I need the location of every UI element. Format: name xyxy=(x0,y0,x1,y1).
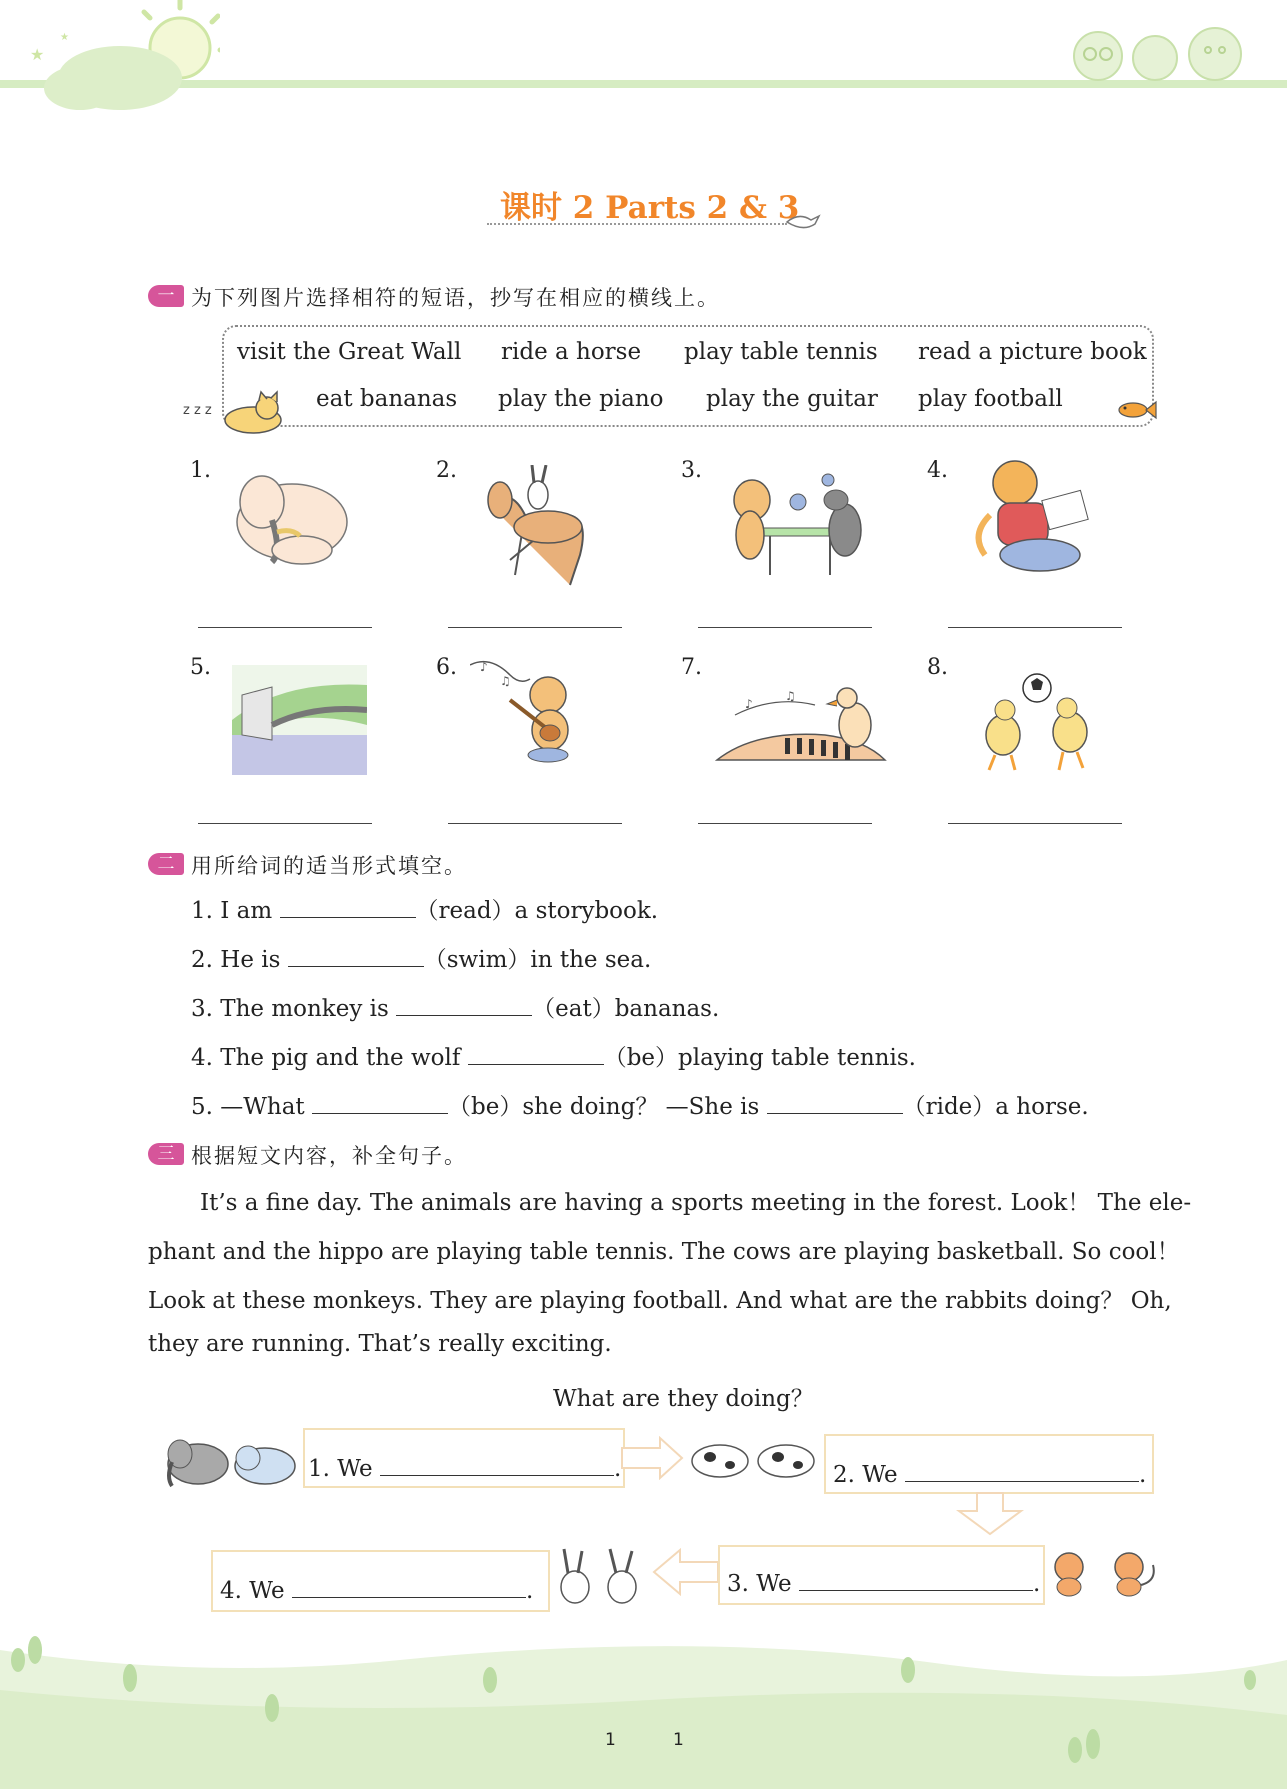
animals-table-tennis-icon xyxy=(720,460,880,585)
elephant-eating-icon xyxy=(222,462,367,577)
duck-piano-icon xyxy=(715,680,895,765)
phrase-option: visit the Great Wall xyxy=(237,339,462,365)
rabbit-riding-horse-icon xyxy=(470,465,605,590)
answer-sentence-4: 4. We . xyxy=(220,1578,534,1604)
question-text: 4. The pig and the wolf xyxy=(191,1045,468,1071)
svg-text:♪: ♪ xyxy=(745,697,753,711)
answer-sentence-2: 2. We . xyxy=(833,1462,1147,1488)
phrase-option: play the guitar xyxy=(706,386,878,412)
svg-text:♪: ♪ xyxy=(480,660,488,674)
title-underline xyxy=(487,223,787,225)
answer-line[interactable] xyxy=(448,627,622,628)
question-text: （be）she doing？ —She is xyxy=(447,1094,767,1120)
rabbits-icon xyxy=(550,1545,650,1611)
blank-input[interactable] xyxy=(288,946,424,967)
question-text: （be）playing table tennis. xyxy=(603,1045,916,1071)
passage-line: phant and the hippo are playing table tennis. The cows are playing basketball. So cool！ xyxy=(148,1239,1180,1265)
answer-line[interactable] xyxy=(198,823,372,824)
phrase-option: read a picture book xyxy=(918,339,1147,365)
section-badge-2: 二 xyxy=(148,853,184,875)
question-text: 5. —What xyxy=(191,1094,312,1120)
elephant-hippo-icon xyxy=(160,1432,300,1490)
blank-input[interactable] xyxy=(292,1577,526,1598)
blank-input[interactable] xyxy=(380,1455,614,1476)
item-number: 8. xyxy=(927,655,948,680)
svg-text:★: ★ xyxy=(60,32,69,43)
passage-line: Look at these monkeys. They are playing football. And what are the rabbits doing？ Oh, xyxy=(148,1288,1172,1314)
fill-in-question-4 xyxy=(191,1039,916,1072)
answer-prefix: 4. We xyxy=(220,1578,285,1604)
footer-hills-decoration xyxy=(0,1620,1287,1789)
sleeping-cat-icon xyxy=(183,388,288,436)
answer-line[interactable] xyxy=(948,627,1122,628)
page-number: 1 xyxy=(673,1730,684,1750)
svg-text:♫: ♫ xyxy=(500,674,511,688)
fill-in-question-3 xyxy=(191,990,719,1023)
section-instruction-1: 为下列图片选择相符的短语，抄写在相应的横线上。 xyxy=(191,286,720,310)
lesson-title: 课时 2 Parts 2 & 3 xyxy=(500,190,800,226)
answer-line[interactable] xyxy=(698,823,872,824)
question-text: 2. He is xyxy=(191,947,288,973)
question-text: （ride）a horse. xyxy=(902,1094,1089,1120)
item-number: 4. xyxy=(927,458,948,483)
section-badge-1: 一 xyxy=(148,285,184,307)
answer-prefix: 1. We xyxy=(308,1456,373,1482)
phrase-option: play football xyxy=(918,386,1063,412)
phrase-option: eat bananas xyxy=(316,386,458,412)
ducks-football-icon xyxy=(975,670,1100,775)
arrow-down-icon xyxy=(955,1491,1025,1536)
question-text: 3. The monkey is xyxy=(191,996,397,1022)
arrow-right-icon xyxy=(620,1436,685,1480)
fill-in-question-5 xyxy=(191,1088,1089,1121)
page-number: 1 xyxy=(605,1730,616,1750)
sun-cloud-icon xyxy=(20,0,220,115)
svg-text:z z z: z z z xyxy=(183,403,212,418)
blank-input[interactable] xyxy=(396,995,532,1016)
animal-faces-icon xyxy=(1060,20,1250,85)
blank-input[interactable] xyxy=(799,1570,1033,1591)
answer-sentence-1: 1. We . xyxy=(308,1456,622,1482)
blank-input[interactable] xyxy=(312,1093,448,1114)
answer-line[interactable] xyxy=(198,627,372,628)
bird-icon xyxy=(785,208,821,234)
answer-line[interactable] xyxy=(948,823,1122,824)
question-text: （swim）in the sea. xyxy=(423,947,652,973)
monkeys-icon xyxy=(1045,1545,1160,1597)
answer-line[interactable] xyxy=(698,627,872,628)
phrase-option: play the piano xyxy=(498,386,664,412)
svg-text:♫: ♫ xyxy=(785,689,796,703)
phrase-option: play table tennis xyxy=(684,339,878,365)
fill-in-question-2 xyxy=(191,941,651,974)
passage-question: What are they doing？ xyxy=(553,1386,814,1412)
fill-in-question-1 xyxy=(191,892,658,925)
blank-input[interactable] xyxy=(905,1461,1139,1482)
answer-sentence-3: 3. We . xyxy=(727,1571,1041,1597)
answer-line[interactable] xyxy=(448,823,622,824)
answer-prefix: 3. We xyxy=(727,1571,792,1597)
question-text: （eat）bananas. xyxy=(532,996,720,1022)
phrase-option: ride a horse xyxy=(501,339,642,365)
great-wall-icon xyxy=(232,665,367,775)
section-instruction-2: 用所给词的适当形式填空。 xyxy=(191,854,467,878)
question-text: 1. I am xyxy=(191,898,280,924)
answer-prefix: 2. We xyxy=(833,1462,898,1488)
passage-line: It’s a fine day. The animals are having a sports meeting in the forest. Look！ The ele- xyxy=(200,1190,1192,1216)
fish-icon xyxy=(1113,396,1158,426)
item-number: 6. xyxy=(436,655,457,680)
item-number: 3. xyxy=(681,458,702,483)
item-number: 5. xyxy=(190,655,211,680)
arrow-left-icon xyxy=(650,1548,720,1596)
lion-guitar-icon xyxy=(470,655,600,765)
item-number: 7. xyxy=(681,655,702,680)
svg-text:★: ★ xyxy=(30,45,45,64)
section-instruction-3: 根据短文内容，补全句子。 xyxy=(191,1144,467,1168)
item-number: 2. xyxy=(436,458,457,483)
cows-icon xyxy=(688,1433,820,1483)
section-badge-3: 三 xyxy=(148,1143,184,1165)
blank-input[interactable] xyxy=(280,897,416,918)
question-text: （read）a storybook. xyxy=(415,898,659,924)
passage-line: they are running. That’s really exciting. xyxy=(148,1331,612,1357)
blank-input[interactable] xyxy=(468,1044,604,1065)
tiger-reading-icon xyxy=(970,455,1105,580)
blank-input[interactable] xyxy=(767,1093,903,1114)
item-number: 1. xyxy=(190,458,211,483)
